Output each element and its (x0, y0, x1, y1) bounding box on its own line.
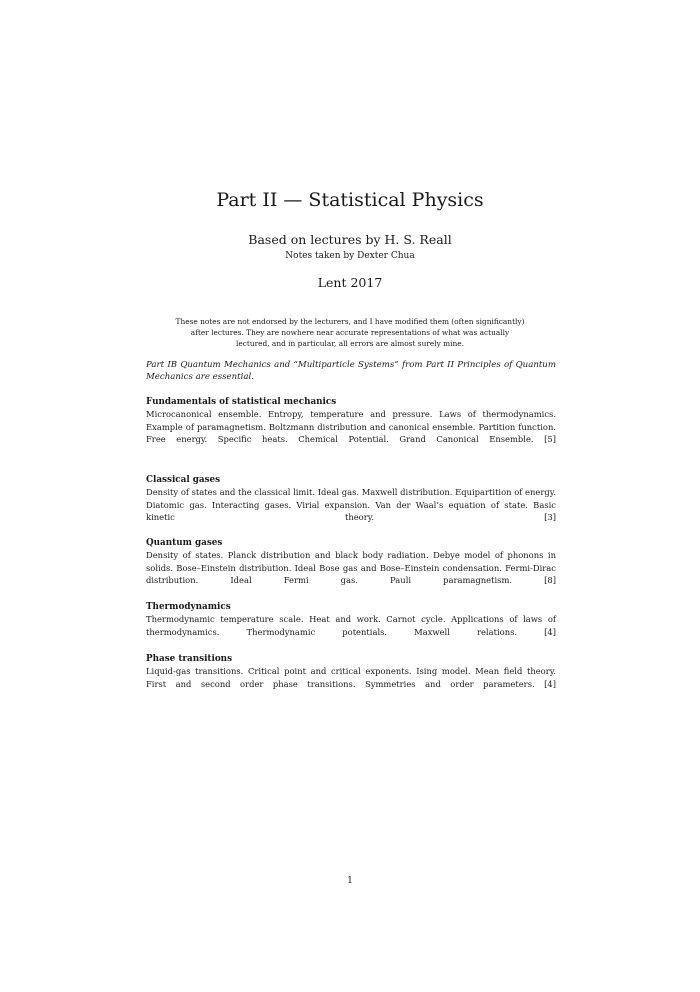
section-heading: Classical gases (146, 475, 221, 485)
lecturer-line: Based on lectures by H. S. Reall (248, 232, 452, 247)
syllabus-section (146, 474, 556, 524)
section-hours: [8] (544, 575, 556, 585)
syllabus-section (146, 537, 556, 587)
section-heading: Quantum gases (146, 538, 223, 548)
section-text: Liquid-gas transitions. Critical point and critical exponents. Ising model. Mean field theory. First and second order phase transitions. Symmetries and order parameters. (146, 666, 556, 689)
syllabus-section (146, 653, 556, 690)
section-hours: [5] (544, 434, 556, 444)
section-body (146, 665, 556, 690)
term-line: Lent 2017 (317, 275, 383, 290)
section-hours: [4] (544, 678, 556, 689)
section-text: Density of states. Planck distribution and black body radiation. Debye model of phonons in solids. Bose–Einstein distribution. Ideal Bose gas and Bose–Einstein condensation. Fermi-Dirac distribution. Ideal Fermi gas. Pauli paramagnetism. (146, 550, 556, 585)
section-text: Microcanonical ensemble. Entropy, temperature and pressure. Laws of thermodynamics. Example of paramagnetism. Boltzmann distribution and canonical ensemble. Partition function. Free energy. Specific heats. Chemical Potential. Grand Canonical Ensemble. (146, 409, 556, 444)
section-body (146, 613, 556, 638)
prerequisites-paragraph: Part IB Quantum Mechanics and “Multiparticle Systems” from Part II Principles of Quantum Mechanics are essential. (146, 360, 556, 382)
section-body (146, 549, 556, 587)
section-body (146, 486, 556, 524)
notes-author-line: Notes taken by Dexter Chua (285, 251, 415, 261)
section-heading: Thermodynamics (146, 602, 231, 612)
section-hours: [3] (544, 512, 556, 522)
syllabus-section (146, 396, 556, 446)
section-text: Thermodynamic temperature scale. Heat and work. Carnot cycle. Applications of laws of thermodynamics. Thermodynamic potentials. Maxwell relations. (146, 614, 556, 637)
document-title: Part II — Statistical Physics (216, 189, 484, 211)
section-body (146, 408, 556, 446)
syllabus-section (146, 601, 556, 638)
section-hours: [4] (544, 626, 556, 637)
section-text: Density of states and the classical limit. Ideal gas. Maxwell distribution. Equipartition of energy. Diatomic gas. Interacting gases. Virial expansion. Van der Waal’s equation of state. Basic kinetic theory. (146, 487, 556, 522)
disclaimer-paragraph: These notes are not endorsed by the lecturers, and I have modified them (often significantly) after lectures. They are nowhere near accurate representations of what was actually lectured, and in particular, all errors are almost surely mine. (175, 317, 525, 348)
section-heading: Phase transitions (146, 654, 233, 664)
page-number: 1 (347, 876, 353, 886)
section-heading: Fundamentals of statistical mechanics (146, 397, 337, 407)
